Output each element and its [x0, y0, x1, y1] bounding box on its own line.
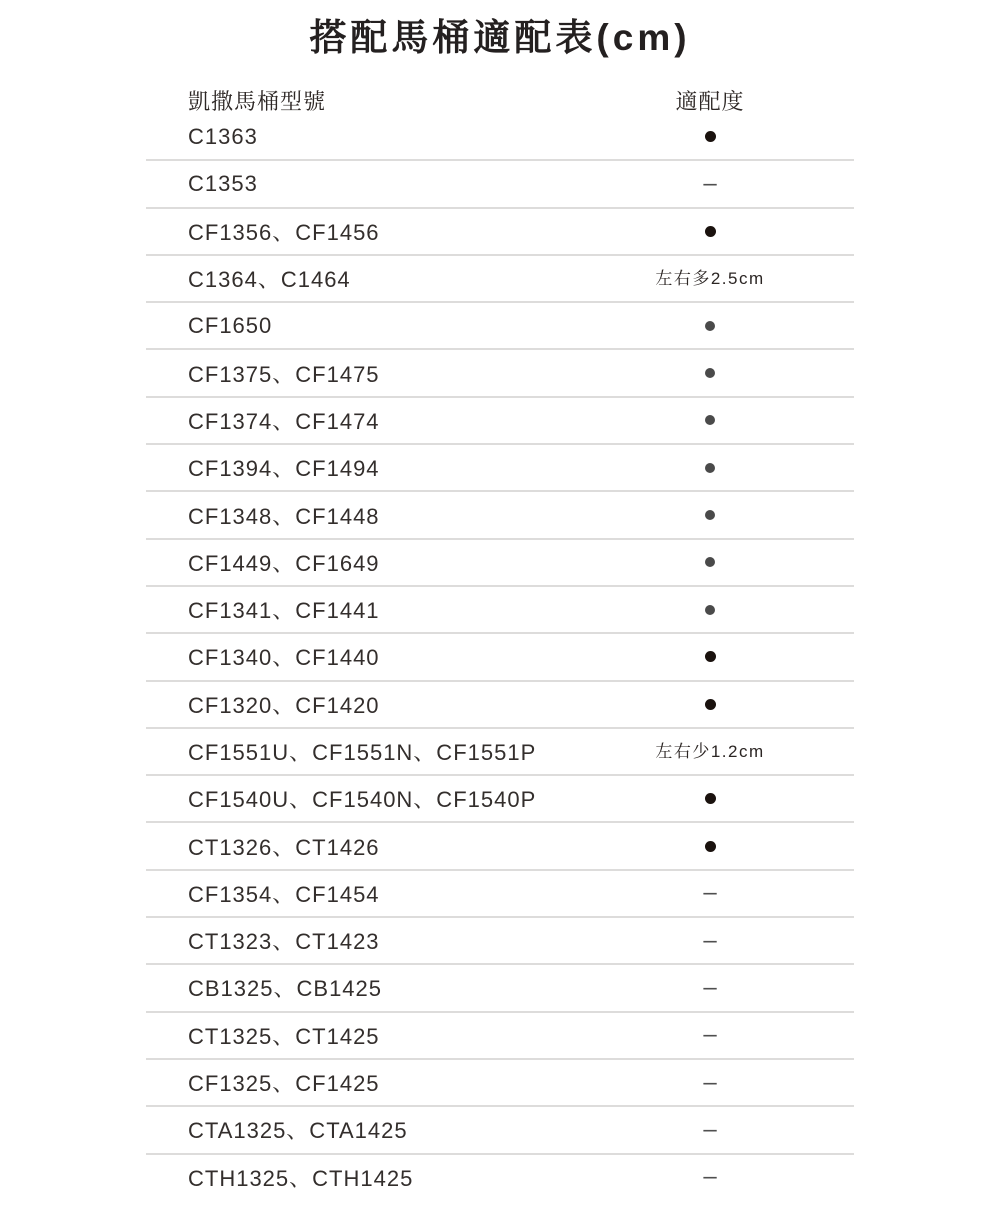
- model-number: C1364、C1464: [188, 267, 351, 293]
- fit-cell: [566, 841, 854, 852]
- table-row: [146, 729, 854, 776]
- model-number: CT1323、CT1423: [188, 929, 380, 955]
- model-number: CF1356、CF1456: [188, 219, 380, 245]
- fit-dot-icon: [705, 131, 716, 142]
- fit-dot-icon: [705, 841, 716, 852]
- fit-cell: [566, 557, 854, 567]
- model-number: CF1348、CF1448: [188, 503, 380, 529]
- table-row: [146, 918, 854, 965]
- fit-dot-icon: [705, 699, 716, 710]
- fit-cell: [566, 1115, 854, 1143]
- table-row: [146, 492, 854, 539]
- fit-dash-icon: –: [703, 879, 717, 907]
- model-cell: [146, 594, 566, 625]
- table-row: [146, 398, 854, 445]
- fit-dash-icon: –: [703, 1115, 717, 1143]
- fit-dot-icon: [705, 651, 716, 662]
- fit-dash-icon: –: [703, 1163, 717, 1191]
- fit-cell: [566, 605, 854, 615]
- fit-dash-icon: –: [703, 169, 717, 197]
- fit-dash-icon: –: [703, 926, 717, 954]
- fit-dot-icon: [705, 415, 715, 425]
- model-cell: [146, 124, 566, 150]
- model-cell: [146, 641, 566, 672]
- fit-dot-icon: [705, 793, 716, 804]
- fit-cell: [566, 270, 854, 287]
- model-number: CF1341、CF1441: [188, 598, 380, 624]
- fit-cell: [566, 1163, 854, 1191]
- toilet-compatibility-table: [146, 86, 854, 1200]
- model-number: CF1540U、CF1540N、CF1540P: [188, 787, 537, 813]
- model-cell: [146, 547, 566, 578]
- column-header-model: 凱撒馬桶型號: [188, 88, 327, 114]
- fit-cell: [566, 973, 854, 1001]
- fit-cell: [566, 368, 854, 378]
- column-header-fit: 適配度: [675, 88, 745, 114]
- fit-cell: [566, 169, 854, 197]
- table-row: [146, 114, 854, 161]
- fit-cell: [566, 463, 854, 473]
- model-cell: [146, 878, 566, 909]
- fit-dot-icon: [705, 368, 715, 378]
- model-cell: [146, 831, 566, 862]
- fit-cell: [566, 926, 854, 954]
- table-row: [146, 634, 854, 681]
- fit-dash-icon: –: [703, 973, 717, 1001]
- fit-dot-icon: [705, 605, 715, 615]
- model-cell: [146, 736, 566, 767]
- fit-dash-icon: –: [703, 1021, 717, 1049]
- model-number: CTH1325、CTH1425: [188, 1165, 414, 1191]
- fit-cell: [566, 131, 854, 142]
- model-cell: [146, 452, 566, 483]
- fit-dot-icon: [705, 321, 715, 331]
- fit-cell: [566, 510, 854, 520]
- fit-cell: [566, 651, 854, 662]
- model-number: CF1551U、CF1551N、CF1551P: [188, 740, 537, 765]
- model-number: CTA1325、CTA1425: [188, 1118, 408, 1144]
- table-row: [146, 445, 854, 492]
- table-row: [146, 871, 854, 918]
- model-cell: [146, 313, 566, 339]
- model-cell: [146, 1067, 566, 1098]
- model-cell: [146, 783, 566, 814]
- fit-cell: [566, 743, 854, 760]
- fit-offset-note: 左右多2.5cm: [655, 269, 765, 289]
- table-row: [146, 1013, 854, 1060]
- table-row: [146, 587, 854, 634]
- table-row: [146, 1155, 854, 1200]
- model-number: CF1394、CF1494: [188, 456, 380, 482]
- model-cell: [146, 358, 566, 389]
- model-number: C1353: [188, 170, 258, 196]
- table-row: [146, 350, 854, 397]
- model-number: C1363: [188, 123, 258, 149]
- model-cell: [146, 925, 566, 956]
- model-number: CF1375、CF1475: [188, 361, 380, 387]
- fit-cell: [566, 415, 854, 425]
- fit-dot-icon: [705, 557, 715, 567]
- fit-cell: [566, 699, 854, 710]
- model-cell: [146, 972, 566, 1003]
- table-row: [146, 303, 854, 350]
- fit-dot-icon: [705, 510, 715, 520]
- model-number: CF1650: [188, 312, 273, 338]
- model-number: CF1354、CF1454: [188, 881, 380, 907]
- fit-cell: [566, 1068, 854, 1096]
- table-row: [146, 209, 854, 256]
- model-cell: [146, 1020, 566, 1051]
- model-number: CT1325、CT1425: [188, 1023, 380, 1049]
- fit-cell: [566, 793, 854, 804]
- model-number: CT1326、CT1426: [188, 834, 380, 860]
- table-body: [146, 114, 854, 1200]
- table-row: [146, 256, 854, 303]
- model-number: CB1325、CB1425: [188, 976, 383, 1002]
- model-number: CF1449、CF1649: [188, 550, 380, 576]
- table-row: [146, 965, 854, 1012]
- table-row: [146, 776, 854, 823]
- fit-cell: [566, 226, 854, 237]
- fit-cell: [566, 1021, 854, 1049]
- model-cell: [146, 500, 566, 531]
- fit-cell: [566, 321, 854, 331]
- fit-dot-icon: [705, 226, 716, 237]
- model-cell: [146, 1114, 566, 1145]
- table-header-row: [146, 86, 854, 114]
- model-number: CF1320、CF1420: [188, 692, 380, 718]
- model-cell: [146, 216, 566, 247]
- table-row: [146, 540, 854, 587]
- model-cell: [146, 1162, 566, 1193]
- table-row: [146, 1060, 854, 1107]
- fit-dot-icon: [705, 463, 715, 473]
- model-cell: [146, 171, 566, 197]
- model-number: CF1374、CF1474: [188, 408, 380, 434]
- model-cell: [146, 405, 566, 436]
- page-title: 搭配馬桶適配表(cm): [309, 17, 691, 58]
- model-cell: [146, 689, 566, 720]
- table-row: [146, 823, 854, 870]
- model-number: CF1325、CF1425: [188, 1071, 380, 1097]
- table-row: [146, 1107, 854, 1154]
- model-number: CF1340、CF1440: [188, 645, 380, 671]
- fit-cell: [566, 879, 854, 907]
- model-cell: [146, 263, 566, 294]
- fit-dash-icon: –: [703, 1068, 717, 1096]
- table-row: [146, 682, 854, 729]
- fit-offset-note: 左右少1.2cm: [655, 742, 765, 761]
- table-row: [146, 161, 854, 208]
